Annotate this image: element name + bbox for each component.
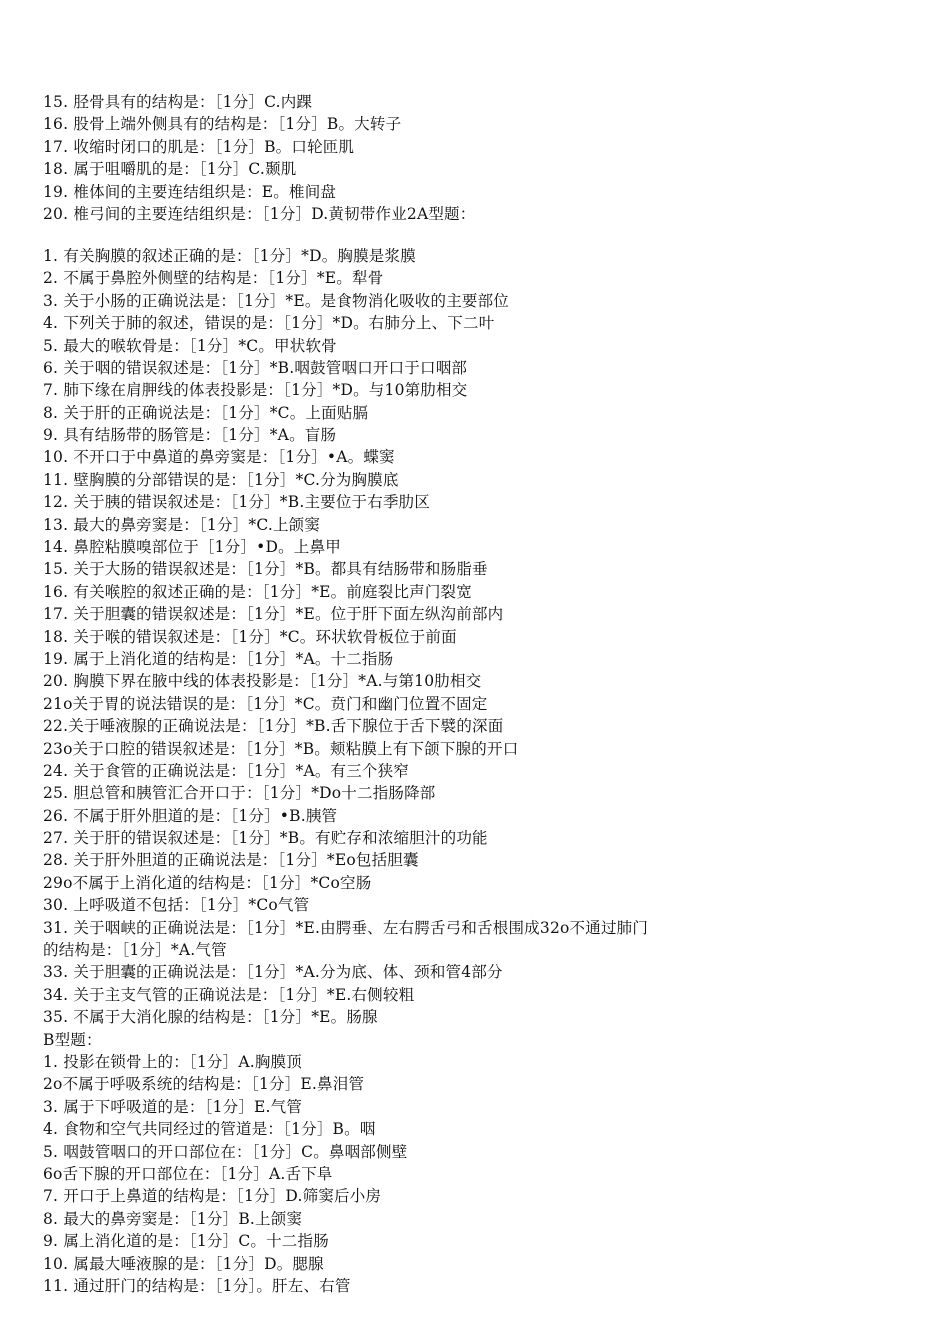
question-line: 33. 关于胆囊的正确说法是：［1分］*A.分为底、体、颈和管4部分 bbox=[43, 963, 503, 982]
section-a2 bbox=[43, 245, 923, 1029]
question-line: 17. 收缩时闭口的肌是：［1分］B。口轮匝肌 bbox=[43, 137, 355, 156]
document-page bbox=[43, 91, 923, 1297]
question-line: 28. 关于肝外胆道的正确说法是：［1分］*Eo包括胆囊 bbox=[43, 851, 419, 870]
question-line: 18. 属于咀嚼肌的是：［1分］C.颞肌 bbox=[43, 160, 297, 179]
question-line: 6. 关于咽的错误叙述是：［1分］*B.咽鼓管咽口开口于口咽部 bbox=[43, 358, 468, 377]
question-line: 16. 股骨上端外侧具有的结构是：［1分］B。大转子 bbox=[43, 115, 402, 134]
question-line: 20. 胸膜下界在腋中线的体表投影是：［1分］*A.与第10肋相交 bbox=[43, 672, 482, 691]
question-line: 7. 开口于上鼻道的结构是：［1分］D.筛窦后小房 bbox=[43, 1187, 382, 1206]
question-line: 29o不属于上消化道的结构是：［1分］*Co空肠 bbox=[43, 873, 372, 892]
question-line: 2o不属于呼吸系统的结构是：［1分］E.鼻泪管 bbox=[43, 1075, 365, 1094]
question-line: 21o关于胃的说法错误的是：［1分］*C。贲门和幽门位置不固定 bbox=[43, 694, 488, 713]
question-line: 30. 上呼吸道不包括：［1分］*Co气管 bbox=[43, 896, 310, 915]
question-line: 15. 关于大肠的错误叙述是：［1分］*B。都具有结肠带和肠脂垂 bbox=[43, 560, 488, 579]
question-line: 25. 胆总管和胰管汇合开口于：［1分］*Do十二指肠降部 bbox=[43, 784, 436, 803]
question-line: 14. 鼻腔粘膜嗅部位于［1分］•D。上鼻甲 bbox=[43, 538, 341, 557]
question-line: 3. 属于下呼吸道的是：［1分］E.气管 bbox=[43, 1097, 303, 1116]
question-line: 20. 椎弓间的主要连结组织是：［1分］D.黄韧带作业2A型题： bbox=[43, 204, 476, 223]
question-line: 9. 属上消化道的是：［1分］C。十二指肠 bbox=[43, 1232, 329, 1251]
question-line: 17. 关于胆囊的错误叙述是：［1分］*E。位于肝下面左纵沟前部内 bbox=[43, 605, 504, 624]
question-line: 35. 不属于大消化腺的结构是：［1分］*E。肠腺 bbox=[43, 1008, 378, 1027]
question-line: 19. 椎体间的主要连结组织是：E。椎间盘 bbox=[43, 182, 337, 201]
question-line: 8. 最大的鼻旁窦是：［1分］B.上颌窦 bbox=[43, 1209, 303, 1228]
question-line: 10. 不开口于中鼻道的鼻旁窦是：［1分］•A。蝶窦 bbox=[43, 448, 395, 467]
section-b-heading: B型题： bbox=[43, 1030, 102, 1049]
question-line: 27. 关于肝的错误叙述是：［1分］*B。有贮存和浓缩胆汁的功能 bbox=[43, 829, 488, 848]
question-line: 6o舌下腺的开口部位在：［1分］A.舌下阜 bbox=[43, 1164, 333, 1183]
question-line: 22.关于唾液腺的正确说法是：［1分］*B.舌下腺位于舌下襞的深面 bbox=[43, 717, 504, 736]
question-line: 1. 投影在锁骨上的：［1分］A.胸膜顶 bbox=[43, 1053, 302, 1071]
question-line: 2. 不属于鼻腔外侧壁的结构是：［1分］*E。犁骨 bbox=[43, 269, 384, 288]
question-line: 15. 胫骨具有的结构是：［1分］C.内踝 bbox=[43, 93, 313, 111]
section-a-tail bbox=[43, 91, 923, 225]
question-line: 4. 食物和空气共同经过的管道是：［1分］B。咽 bbox=[43, 1120, 376, 1139]
question-line: 11. 壁胸膜的分部错误的是：［1分］*C.分为胸膜底 bbox=[43, 470, 399, 489]
question-line: 的结构是：［1分］*A.气管 bbox=[43, 941, 227, 960]
question-line: 19. 属于上消化道的结构是：［1分］*A。十二指肠 bbox=[43, 649, 394, 668]
question-line: 8. 关于肝的正确说法是：［1分］*C。上面贴膈 bbox=[43, 403, 369, 422]
question-line: 16. 有关喉腔的叙述正确的是：［1分］*E。前庭裂比声门裂宽 bbox=[43, 582, 472, 601]
question-line: 3. 关于小肠的正确说法是：［1分］*E。是食物消化吸收的主要部位 bbox=[43, 291, 509, 310]
question-line: 34. 关于主支气管的正确说法是：［1分］*E.右侧较粗 bbox=[43, 985, 415, 1004]
question-line: 9. 具有结肠带的肠管是：［1分］*A。盲肠 bbox=[43, 426, 337, 445]
question-line: 5. 咽鼓管咽口的开口部位在：［1分］C。鼻咽部侧壁 bbox=[43, 1142, 408, 1161]
question-line: 23o关于口腔的错误叙述是：［1分］*B。颊粘膜上有下颌下腺的开口 bbox=[43, 739, 519, 758]
question-line: 10. 属最大唾液腺的是：［1分］D。腮腺 bbox=[43, 1254, 324, 1273]
question-line: 12. 关于胰的错误叙述是：［1分］*B.主要位于右季肋区 bbox=[43, 493, 431, 512]
question-line: 13. 最大的鼻旁窦是：［1分］*C.上颌窦 bbox=[43, 515, 321, 534]
question-line: 24. 关于食管的正确说法是：［1分］*A。有三个狭窄 bbox=[43, 761, 410, 780]
section-b bbox=[43, 1051, 923, 1297]
question-line: 31. 关于咽峡的正确说法是：［1分］*E.由腭垂、左右腭舌弓和舌根围成32o不通过肺门 bbox=[43, 918, 649, 937]
question-line: 11. 通过肝门的结构是：［1分］。肝左、右管 bbox=[43, 1276, 351, 1295]
question-line: 18. 关于喉的错误叙述是：［1分］*C。环状软骨板位于前面 bbox=[43, 627, 457, 646]
question-line: 4. 下列关于肺的叙述，错误的是：［1分］*D。右肺分上、下二叶 bbox=[43, 314, 495, 333]
blank-gap bbox=[43, 225, 923, 245]
question-line: 26. 不属于肝外胆道的是：［1分］•B.胰管 bbox=[43, 806, 338, 825]
question-line: 5. 最大的喉软骨是：［1分］*C。甲状软骨 bbox=[43, 336, 337, 355]
question-line: 1. 有关胸膜的叙述正确的是：［1分］*D。胸膜是浆膜 bbox=[43, 246, 416, 265]
question-line: 7. 肺下缘在肩胛线的体表投影是：［1分］*D。与10第肋相交 bbox=[43, 381, 468, 400]
